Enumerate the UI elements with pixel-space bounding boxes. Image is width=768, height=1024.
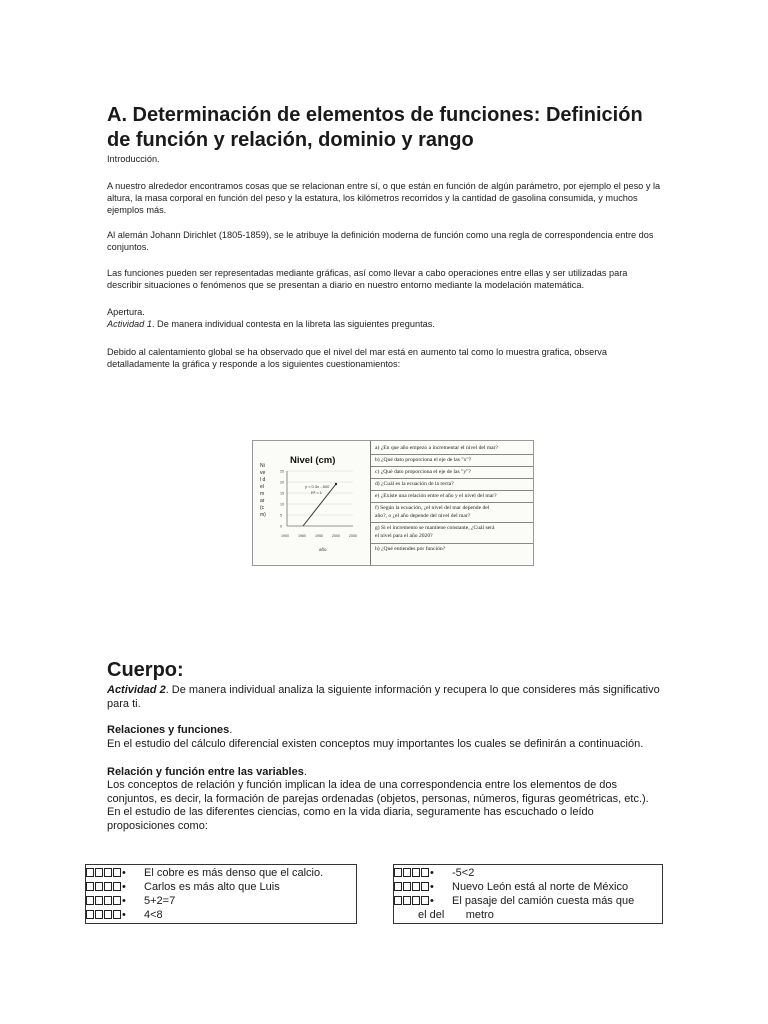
y-tick-label: 25 (280, 469, 284, 474)
figure-question: c) ¿Qué dato proporciona el eje de las "y"? (375, 469, 471, 475)
box-glyphs: • (394, 894, 452, 908)
cuerpo-heading: Cuerpo: (107, 659, 184, 681)
chart-title: Nivel (cm) (290, 455, 336, 466)
sea-level-chart (253, 441, 371, 565)
box-glyphs: • (86, 866, 144, 880)
x-tick-label: 2000 (332, 534, 340, 538)
data-point (335, 483, 337, 485)
figure-question: a) ¿En que año empezo a incrementar el nivel del mar? (375, 445, 498, 451)
box-glyphs: • (394, 866, 452, 880)
y-tick-label: 0 (280, 524, 282, 529)
apertura-label: Apertura. (107, 307, 145, 317)
proposition-row (86, 894, 175, 908)
actividad-1 (107, 318, 663, 330)
proposition-text: el del metro (418, 909, 494, 921)
chart-y-side-label: Nivel del mar (cm) (260, 463, 266, 518)
proposition-row (86, 908, 163, 922)
paragraph-2: Al alemán Johann Dirichlet (1805-1859), se le atribuye la definición moderna de función como una regla de correspondencia entre dos conjuntos. (107, 230, 654, 252)
proposition-text: Carlos es más alto que Luis (144, 881, 280, 893)
proposition-row (86, 866, 323, 880)
propositions-table-right (393, 864, 663, 924)
proposition-row (394, 880, 628, 894)
x-tick-label: 1900 (281, 534, 289, 538)
actividad-2 (107, 684, 667, 711)
proposition-text: El pasaje del camión cuesta más que (452, 895, 635, 907)
actividad-1-text: . De manera individual contesta en la libreta las siguientes preguntas. (151, 319, 435, 329)
relaciones-heading (107, 724, 232, 738)
relacion-heading (107, 766, 307, 780)
box-glyphs: • (394, 880, 452, 894)
actividad-2-label: Actividad 2 (107, 684, 166, 696)
relaciones-heading-text: Relaciones y funciones (107, 724, 230, 736)
figure-question: año?, o ¿el año depende del nivel del mar? (375, 513, 471, 519)
questions-panel (371, 441, 533, 565)
figure-question: g) Si el incremento se mantiene constante, ¿Cuál será (375, 525, 495, 531)
question-separator (371, 490, 533, 491)
paragraph-1: A nuestro alrededor encontramos cosas que se relacionan entre sí, o que están en función de algún parámetro, por ejemplo el peso y la altura, la masa corporal en función del peso y la estatura, los kilómetros recorridos y la cantidad de gasolina consumida, y muchos ejemplos más. (107, 181, 661, 215)
y-tick-label: 5 (280, 513, 282, 518)
paragraph-4: Debido al calentamiento global se ha observado que el nivel del mar está en aumento tal como lo muestra grafica, observa detalladamente la gráfica y responde a los siguientes cuestionamientos: (107, 347, 607, 369)
proposition-row (394, 866, 474, 880)
actividad-2-text: . De manera individual analiza la siguiente información y recupera lo que consideres más significativo para ti. (107, 684, 660, 710)
box-glyphs: • (86, 880, 144, 894)
proposition-text: -5<2 (452, 867, 475, 879)
figure-question: e) ¿Existe una relación entre el año y el nivel del mar? (375, 493, 497, 499)
proposition-row (418, 908, 494, 922)
x-axis-label: año (319, 547, 327, 552)
question-separator (371, 478, 533, 479)
figure-question: el nivel para el año 2020? (375, 533, 433, 539)
document-title: A. Determinación de elementos de funciones: Definición de función y relación, dominio y rango (107, 104, 643, 151)
question-separator (371, 454, 533, 455)
figure-question: h) ¿Qué entiendes por función? (375, 546, 446, 552)
y-tick-label: 10 (280, 502, 284, 507)
figure-question: f) Según la ecuación, ¿el nivel del mar depende del (375, 505, 490, 511)
question-separator (371, 522, 533, 523)
relacion-heading-dot: . (303, 766, 307, 778)
sea-level-figure (252, 440, 534, 566)
box-glyphs: • (86, 894, 144, 908)
box-glyphs: • (86, 908, 144, 922)
figure-question: b) ¿Qué dato proporciona el eje de las "x"? (375, 457, 472, 463)
proposition-text: Nuevo León está al norte de México (452, 881, 629, 893)
y-tick-label: 15 (280, 491, 284, 496)
x-tick-label: 1950 (315, 534, 323, 538)
relacion-heading-text: Relación y función entre las variables (107, 766, 304, 778)
relacion-text: Los conceptos de relación y función implican la idea de una correspondencia entre los elementos de dos conjuntos, es decir, la formación de parejas ordenadas (objetos, personas, números, figuras geométricas, etc.). En el estudio de las diferentes ciencias, como en la vida diaria, seguramente has escuchado o leído proposiciones como: (107, 779, 649, 832)
relaciones-text: En el estudio del cálculo diferencial existen conceptos muy importantes los cuales se definirán a continuación. (107, 738, 644, 750)
propositions-table-left (85, 864, 357, 924)
actividad-1-label: Actividad 1 (107, 319, 152, 329)
proposition-row (394, 894, 634, 908)
question-separator (371, 543, 533, 544)
y-tick-label: 20 (280, 480, 284, 485)
proposition-text: 4<8 (144, 909, 163, 921)
x-tick-label: 2050 (349, 534, 357, 538)
proposition-text: 5+2=7 (144, 895, 176, 907)
question-separator (371, 502, 533, 503)
relaciones-heading-dot: . (229, 724, 233, 736)
proposition-text: El cobre es más denso que el calcio. (144, 867, 324, 879)
proposition-row (86, 880, 280, 894)
intro-label: Introducción. (107, 154, 160, 164)
equation-label: y = 0.3x - 600 (305, 484, 330, 489)
chart-plot (253, 441, 370, 565)
paragraph-3: Las funciones pueden ser representadas mediante gráficas, así como llevar a cabo operaciones entre ellas y ser utilizadas para describir situaciones o fenómenos que se presentan a diario en nuestro entorno mediante la modelación matemática. (107, 268, 628, 290)
question-separator (371, 466, 533, 467)
x-tick-label: 1960 (298, 534, 306, 538)
r2-label: R² = 1 (311, 490, 323, 495)
figure-question: d) ¿Cuál es la ecuación de la recta? (375, 481, 454, 487)
